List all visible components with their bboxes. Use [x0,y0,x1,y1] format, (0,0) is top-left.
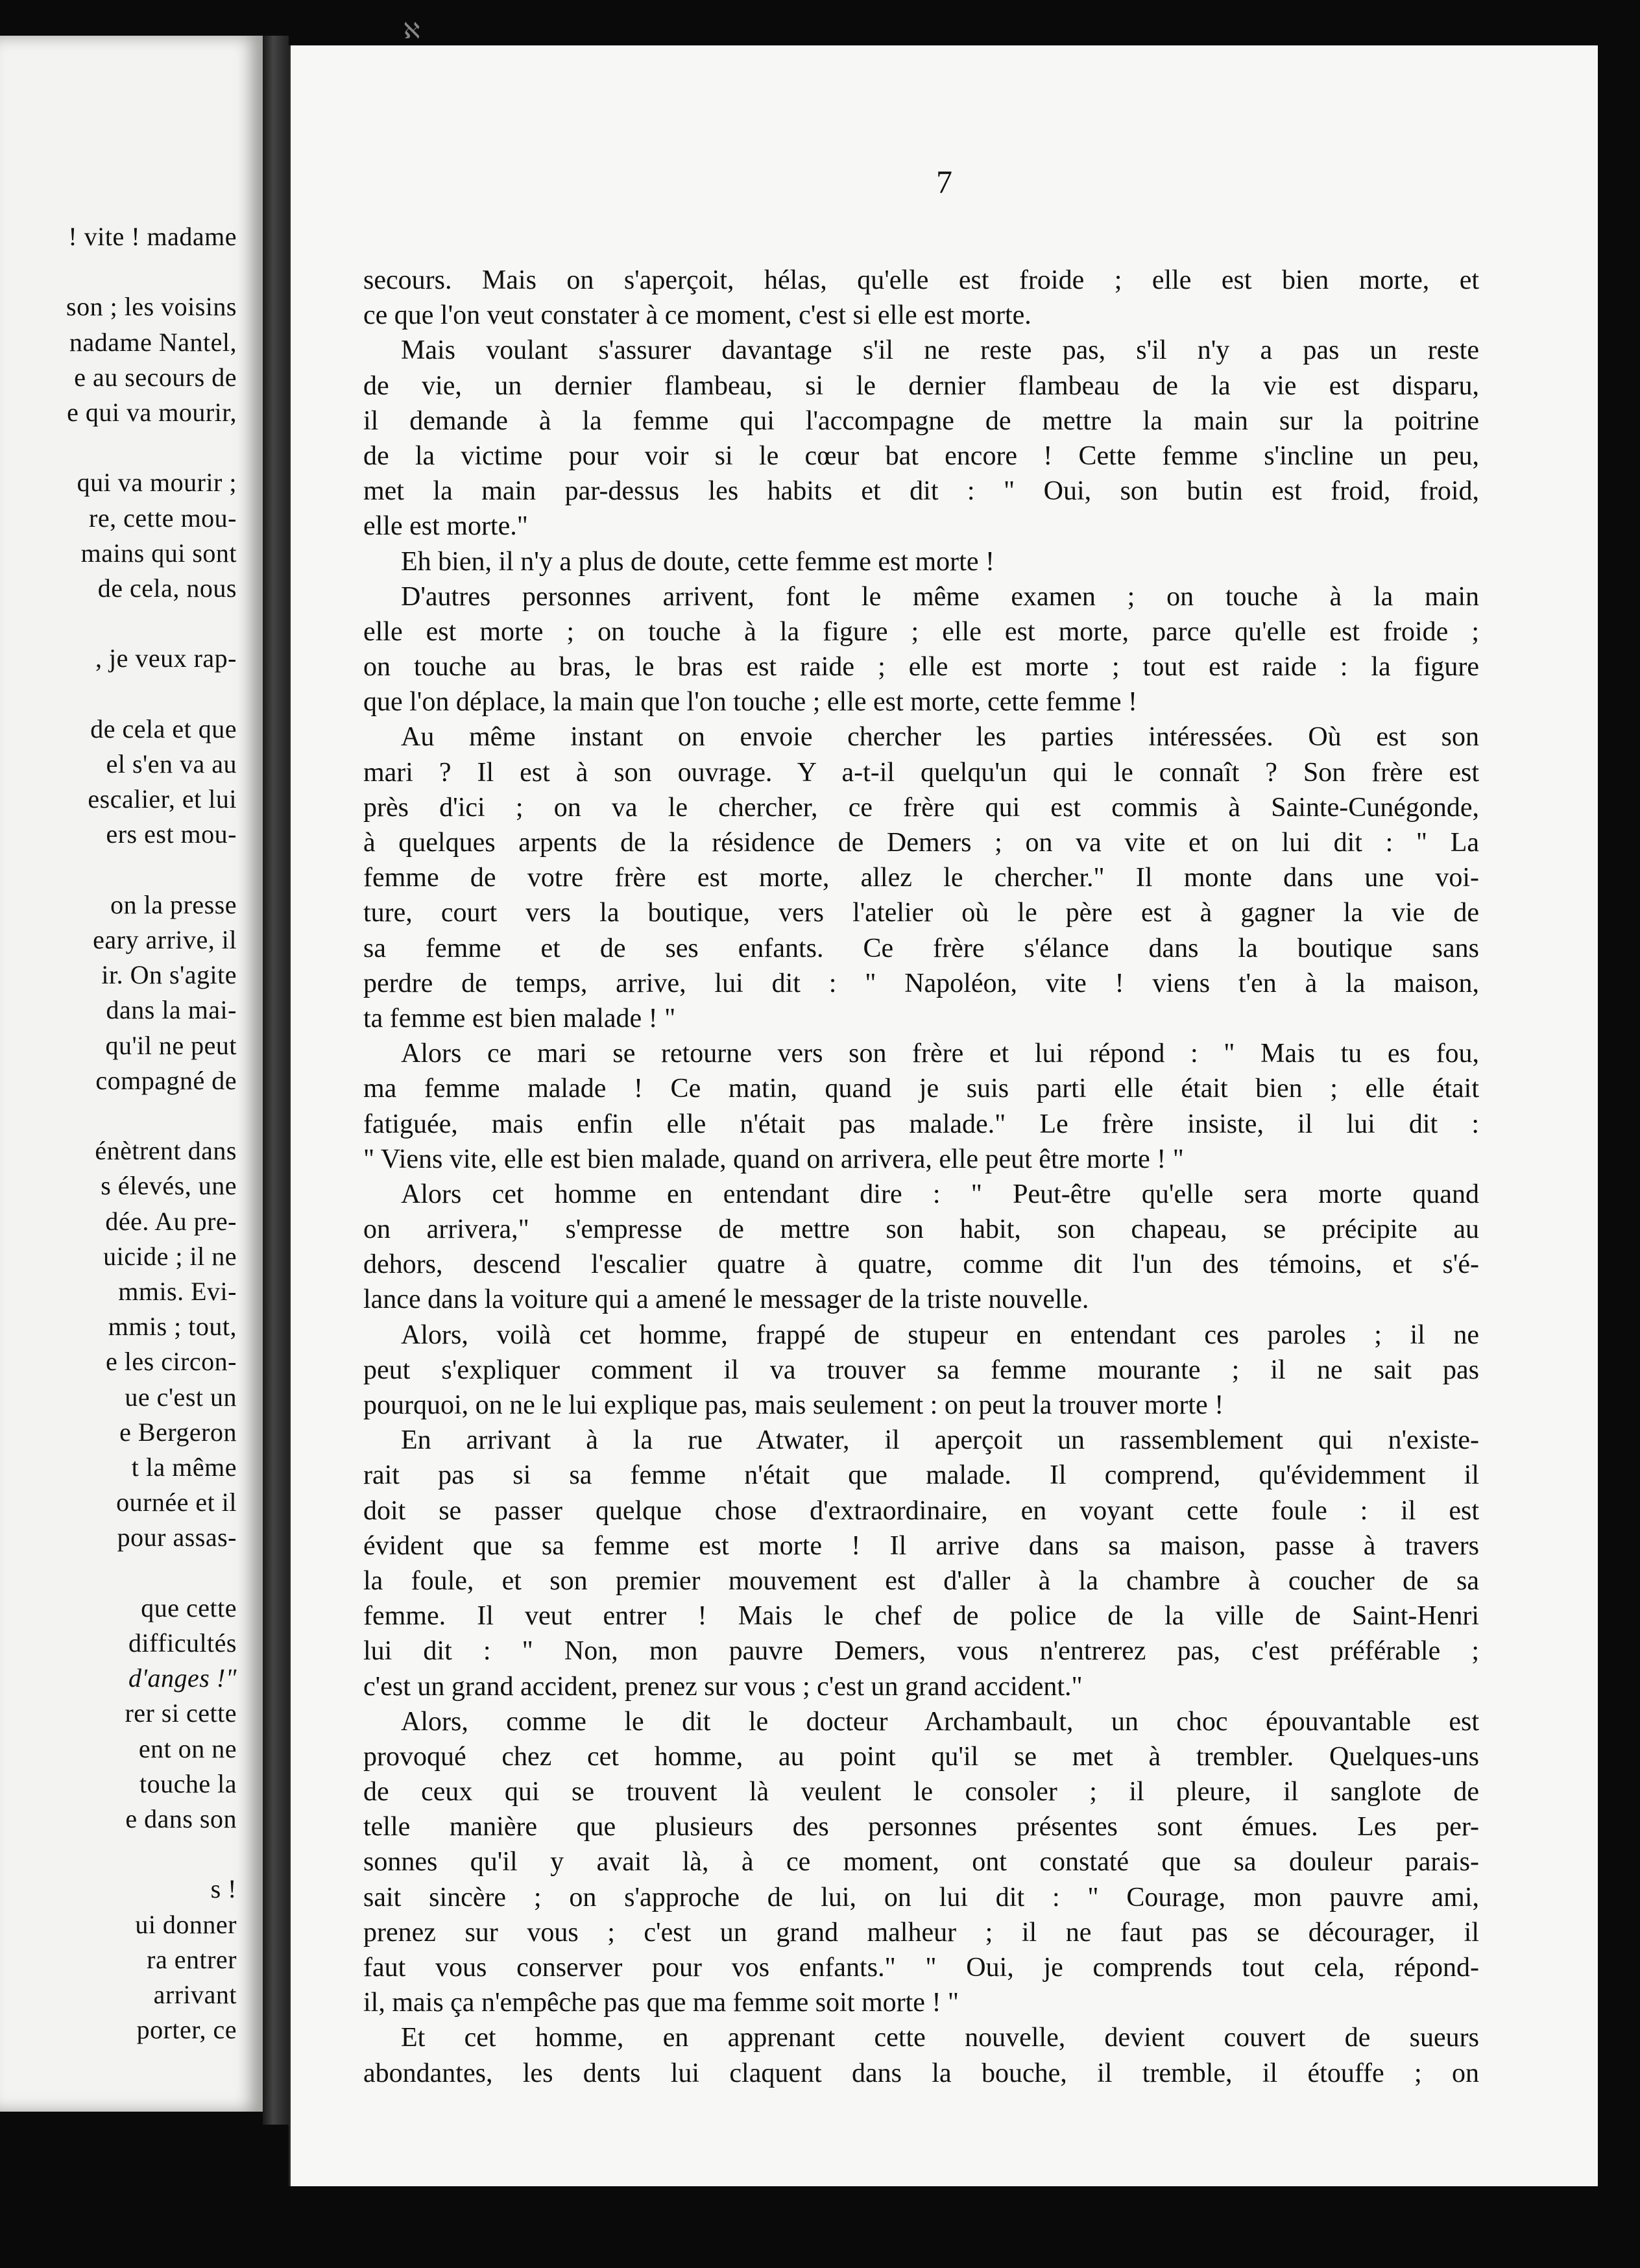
left-fragment-line: ers est mou- [106,819,237,849]
left-fragment-line: dans la mai- [106,995,237,1025]
left-fragment-line: escalier, et lui [88,784,237,814]
left-fragment-line: pour assas- [117,1523,237,1552]
left-fragment-line: ue c'est un [125,1382,237,1412]
body-line: prenez sur vous ; c'est un grand malheur ; il ne faut pas se décourager, il [363,1917,1479,1948]
body-line: met la main par-dessus les habits et dit : " Oui, son butin est froid, froid, [363,476,1479,507]
gutter-shadow [263,36,289,2125]
body-line: près d'ici ; on va le chercher, ce frère qui est commis à Sainte-Cunégonde, [363,792,1479,823]
body-line: provoqué chez cet homme, au point qu'il se met à trembler. Quelques-uns [363,1741,1479,1772]
left-fragment-line: el s'en va au [106,749,237,778]
left-fragment-line: re, cette mou- [89,503,237,533]
left-fragment-line: on la presse [110,889,237,919]
body-line: ce que l'on veut constater à ce moment, c'est si elle est morte. [363,300,1031,331]
body-line: mari ? Il est à son ouvrage. Y a-t-il quelqu'un qui le connaît ? Son frère est [363,757,1479,788]
body-line: doit se passer quelque chose d'extraordinaire, en voyant cette foule : il est [363,1495,1479,1526]
left-fragment-line: uicide ; il ne [103,1241,237,1271]
body-line: Et cet homme, en apprenant cette nouvelle, devient couvert de sueurs [401,2023,1479,2053]
body-line: telle manière que plusieurs des personnes présentes sont émues. Les per- [363,1812,1479,1842]
left-fragment-line: qui va mourir ; [77,468,237,498]
left-fragment-line: , je veux rap- [95,644,237,673]
body-line: de la victime pour voir si le cœur bat encore ! Cette femme s'incline un peu, [363,440,1479,471]
body-line: il, mais ça n'empêche pas que ma femme soit morte ! " [363,1988,959,2018]
body-line: on touche au bras, le bras est raide ; elle est morte ; tout est raide : la figure [363,652,1479,682]
body-line: à quelques arpents de la résidence de Demers ; on va vite et on lui dit : " La [363,828,1479,858]
left-fragment-line: arrivant [153,1980,237,2009]
left-fragment-line: s ! [210,1874,237,1904]
body-text [363,263,1479,2091]
body-line: perdre de temps, arrive, lui dit : " Napoléon, vite ! viens t'en à la maison, [363,968,1479,998]
body-line: sait sincère ; on s'approche de lui, on lui dit : " Courage, mon pauvre ami, [363,1882,1479,1912]
body-line: Alors, voilà cet homme, frappé de stupeur en entendant ces paroles ; il ne [401,1320,1479,1350]
body-line: Mais voulant s'assurer davantage s'il ne reste pas, s'il n'y a pas un reste [401,335,1479,366]
left-fragment-line: mains qui sont [80,538,237,568]
left-fragment-line: e qui va mourir, [67,398,237,427]
left-fragment-line: ui donner [135,1909,237,1939]
left-fragment-line: ir. On s'agite [101,960,237,990]
left-fragment-line: e au secours de [74,362,237,392]
left-fragment-line: mmis. Evi- [118,1277,237,1306]
top-mark: ℵ [404,19,420,43]
body-line: ma femme malade ! Ce matin, quand je suis parti elle était bien ; elle était [363,1074,1479,1104]
body-line: En arrivant à la rue Atwater, il aperçoit un rassemblement qui n'existe- [401,1425,1479,1456]
page-number: 7 [936,163,952,200]
main-page [289,45,1598,2186]
body-line: sonnes qu'il y avait là, à ce moment, ont constaté que sa douleur parais- [363,1847,1479,1877]
body-line: fatiguée, mais enfin elle n'était pas malade." Le frère insiste, il lui dit : [363,1109,1479,1139]
left-fragment-line: ! vite ! madame [68,222,237,251]
left-fragment-line: ournée et il [116,1488,237,1517]
left-fragment-line: de cela et que [90,714,237,743]
body-line: femme. Il veut entrer ! Mais le chef de police de la ville de Saint-Henri [363,1601,1479,1632]
body-line: rait pas si sa femme n'était que malade. Il comprend, qu'évidemment il [363,1460,1479,1491]
body-line: lui dit : " Non, mon pauvre Demers, vous n'entrerez pas, c'est préférable ; [363,1636,1479,1667]
left-fragment-line: ra entrer [147,1944,237,1974]
body-line: " Viens vite, elle est bien malade, quand on arrivera, elle peut être morte ! " [363,1144,1184,1174]
left-fragment-line: e dans son [125,1804,237,1833]
body-line: il demande à la femme qui l'accompagne de mettre la main sur la poitrine [363,405,1479,436]
body-line: Eh bien, il n'y a plus de doute, cette femme est morte ! [401,546,995,577]
body-line: Alors cet homme en entendant dire : " Peut-être qu'elle sera morte quand [401,1179,1479,1209]
left-fragment-line: de cela, nous [97,573,237,603]
left-fragment-line: e les circon- [106,1347,237,1377]
body-line: D'autres personnes arrivent, font le même examen ; on touche à la main [401,581,1479,612]
left-fragment-line: s élevés, une [101,1171,237,1201]
body-line: elle est morte ; on touche à la figure ; elle est morte, parce qu'elle est froide ; [363,616,1479,647]
body-line: pourquoi, on ne le lui explique pas, mais seulement : on peut la trouver morte ! [363,1390,1224,1420]
body-line: sa femme et de ses enfants. Ce frère s'élance dans la boutique sans [363,933,1479,963]
body-line: faut vous conserver pour vos enfants." " Oui, je comprends tout cela, répond- [363,1953,1479,1983]
body-line: Alors ce mari se retourne vers son frère et lui répond : " Mais tu es fou, [401,1039,1479,1069]
body-line: abondantes, les dents lui claquent dans la bouche, il tremble, il étouffe ; on [363,2058,1479,2088]
left-fragment-line: rer si cette [125,1698,237,1728]
body-line: on arrivera," s'empresse de mettre son habit, son chapeau, se précipite au [363,1214,1479,1245]
left-fragment-line: nadame Nantel, [69,327,237,357]
body-line: évident que sa femme est morte ! Il arrive dans sa maison, passe à travers [363,1530,1479,1561]
body-line: elle est morte." [363,511,528,542]
left-fragment-line: touche la [139,1768,237,1798]
left-fragment-line: dée. Au pre- [105,1206,237,1236]
body-line: Au même instant on envoie chercher les parties intéressées. Où est son [401,722,1479,753]
body-line: secours. Mais on s'aperçoit, hélas, qu'elle est froide ; elle est bien morte, et [363,265,1479,295]
left-fragment-line: porter, ce [136,2015,237,2045]
left-fragment-line: qu'il ne peut [105,1030,237,1060]
left-fragment-line: énètrent dans [95,1136,237,1166]
left-fragment-line: son ; les voisins [66,292,237,322]
body-line: de vie, un dernier flambeau, si le dernier flambeau de la vie est disparu, [363,370,1479,401]
left-page-fragment [0,36,263,2112]
body-line: dehors, descend l'escalier quatre à quatre, comme dit l'un des témoins, et s'é- [363,1249,1479,1280]
body-line: de ceux qui se trouvent là veulent le consoler ; il pleure, il sanglote de [363,1777,1479,1807]
body-line: lance dans la voiture qui a amené le messager de la triste nouvelle. [363,1285,1089,1315]
left-fragment-line: ent on ne [138,1733,237,1763]
left-fragment-line: t la même [131,1453,237,1482]
left-fragment-line: d'anges !" [128,1663,237,1693]
body-line: que l'on déplace, la main que l'on touche ; elle est morte, cette femme ! [363,687,1138,718]
left-fragment-line: compagné de [95,1065,237,1095]
left-fragment-line: que cette [141,1593,237,1623]
left-fragment-line: mmis ; tout, [108,1312,237,1342]
body-line: peut s'expliquer comment il va trouver sa femme mourante ; il ne sait pas [363,1355,1479,1385]
left-fragment-line: eary arrive, il [93,925,237,954]
body-line: ta femme est bien malade ! " [363,1003,676,1033]
left-fragment-line: e Bergeron [119,1417,237,1447]
body-line: la foule, et son premier mouvement est d'aller à la chambre à coucher de sa [363,1565,1479,1596]
body-line: c'est un grand accident, prenez sur vous ; c'est un grand accident." [363,1671,1083,1702]
body-line: ture, court vers la boutique, vers l'atelier où le père est à gagner la vie de [363,898,1479,928]
body-line: femme de votre frère est morte, allez le chercher." Il monte dans une voi- [363,863,1479,893]
body-line: Alors, comme le dit le docteur Archambault, un choc épouvantable est [401,1706,1479,1737]
left-fragment-line: difficultés [128,1628,237,1658]
